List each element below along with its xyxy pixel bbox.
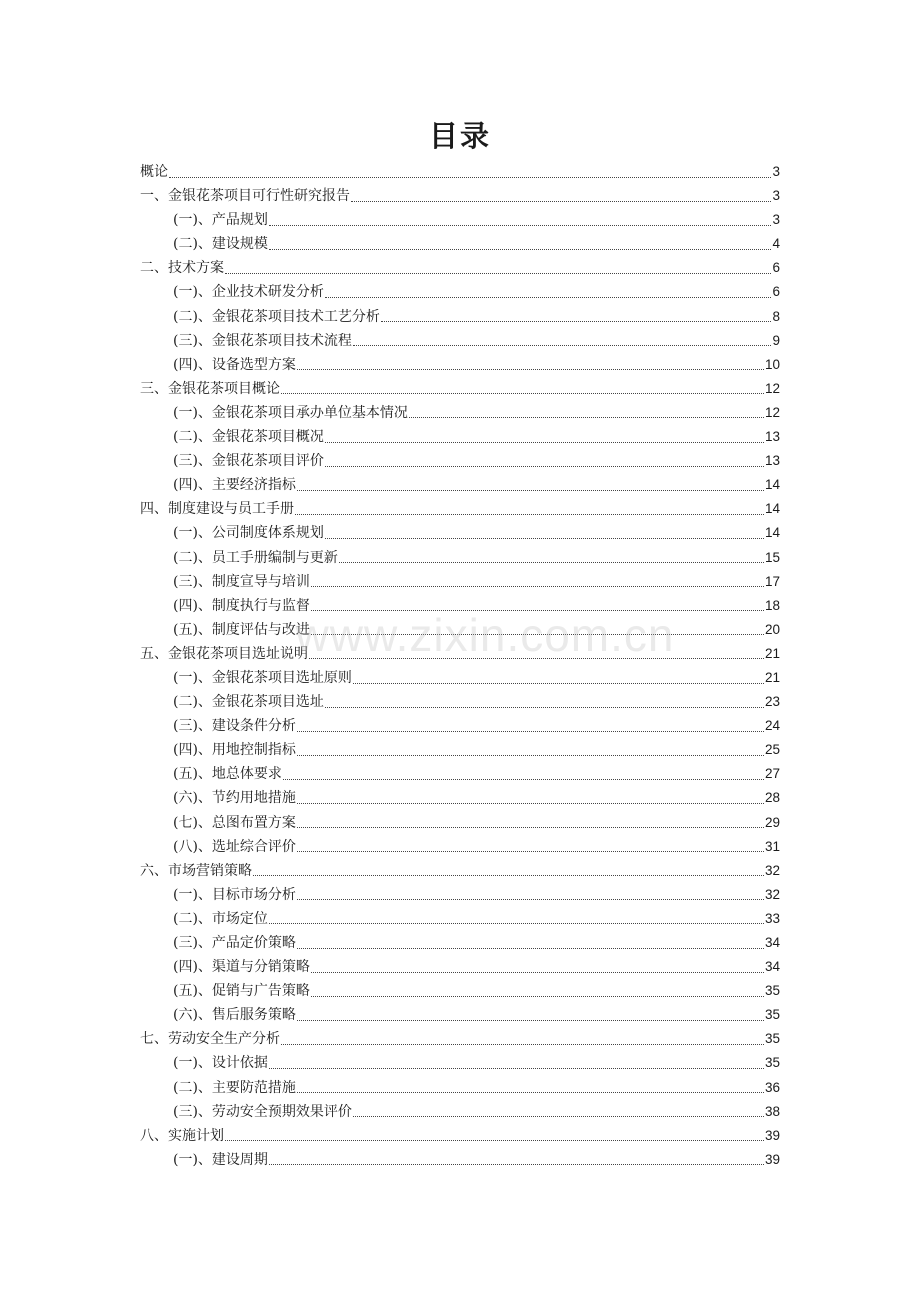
toc-section-entry[interactable] [140, 521, 780, 545]
toc-section-entry[interactable] [140, 232, 780, 256]
toc-section-entry[interactable] [140, 401, 780, 425]
toc-entry-label: 六、市场营销策略 [140, 862, 252, 879]
toc-chapter-entry[interactable] [140, 859, 780, 883]
toc-entry-page-number: 3 [772, 188, 780, 204]
dot-leader [297, 851, 764, 852]
toc-entry-page-number: 13 [764, 453, 780, 469]
toc-section-entry[interactable] [140, 208, 780, 232]
watermark: www.zixin.com.cn [295, 609, 675, 661]
toc-chapter-entry[interactable] [140, 184, 780, 208]
toc-entry-label: (一)、建设周期 [173, 1151, 268, 1168]
toc-entry-page-number: 18 [764, 597, 780, 613]
toc-entry-label: (一)、设计依据 [173, 1055, 268, 1072]
dot-leader [169, 177, 771, 178]
toc-entry-page-number: 35 [764, 1055, 780, 1071]
dot-leader [295, 514, 764, 515]
toc-entry-label: (二)、金银花茶项目概况 [173, 429, 324, 446]
dot-leader [353, 1116, 764, 1117]
toc-entry-page-number: 13 [764, 429, 780, 445]
dot-leader [297, 369, 764, 370]
toc-section-entry[interactable] [140, 907, 780, 931]
dot-leader [297, 803, 764, 804]
toc-entry-label: (一)、企业技术研发分析 [173, 284, 324, 301]
toc-entry-label: (一)、金银花茶项目选址原则 [173, 669, 352, 686]
toc-entry-page-number: 14 [764, 501, 780, 517]
toc-entry-label: (三)、制度宣导与培训 [173, 573, 310, 590]
toc-chapter-entry[interactable] [140, 256, 780, 280]
toc-section-entry[interactable] [140, 931, 780, 955]
toc-chapter-entry[interactable] [140, 160, 780, 184]
dot-leader [325, 297, 772, 298]
dot-leader [325, 538, 764, 539]
toc-entry-page-number: 3 [772, 164, 780, 179]
toc-entry-label: (五)、促销与广告策略 [173, 983, 310, 1000]
toc-entry-label: (二)、市场定位 [173, 910, 268, 927]
toc-entry-page-number: 6 [772, 284, 780, 300]
dot-leader [311, 996, 764, 997]
dot-leader [311, 586, 764, 587]
toc-entry-page-number: 32 [764, 862, 780, 878]
toc-entry-label: (三)、建设条件分析 [173, 718, 296, 735]
toc-entry-page-number: 8 [772, 308, 780, 324]
toc-section-entry[interactable] [140, 762, 780, 786]
toc-section-entry[interactable] [140, 353, 780, 377]
toc-entry-page-number: 39 [764, 1151, 780, 1167]
toc-entry-label: (六)、节约用地措施 [173, 790, 296, 807]
toc-entry-page-number: 35 [764, 1007, 780, 1023]
dot-leader [297, 731, 764, 732]
toc-entry-label: (八)、选址综合评价 [173, 838, 296, 855]
toc-entry-page-number: 34 [764, 935, 780, 950]
dot-leader [269, 225, 772, 226]
toc-entry-label: (五)、制度评估与改进 [173, 621, 310, 638]
toc-entry-page-number: 39 [764, 1127, 780, 1143]
toc-section-entry[interactable] [140, 473, 780, 497]
toc-section-entry[interactable] [140, 449, 780, 473]
dot-leader [253, 875, 764, 876]
dot-leader [297, 755, 764, 756]
toc-entry-label: (四)、设备选型方案 [173, 356, 296, 373]
toc-section-entry[interactable] [140, 714, 780, 738]
dot-leader [269, 249, 772, 250]
toc-entry-page-number: 36 [764, 1079, 780, 1095]
dot-leader [311, 634, 764, 635]
toc-entry-page-number: 14 [764, 525, 780, 541]
dot-leader [297, 948, 764, 949]
toc-entry-page-number: 10 [764, 356, 780, 372]
toc-entry-label: 八、实施计划 [140, 1127, 224, 1144]
toc-entry-label: 四、制度建设与员工手册 [140, 501, 294, 518]
toc-entry-page-number: 34 [764, 959, 780, 975]
table-of-contents [140, 160, 780, 1172]
dot-leader [325, 707, 764, 708]
toc-entry-page-number: 21 [764, 669, 780, 685]
toc-entry-label: 七、劳动安全生产分析 [140, 1031, 280, 1048]
dot-leader [269, 1068, 764, 1069]
toc-entry-label: (二)、员工手册编制与更新 [173, 549, 338, 566]
toc-entry-label: (一)、公司制度体系规划 [173, 525, 324, 542]
dot-leader [381, 321, 772, 322]
dot-leader [325, 442, 764, 443]
dot-leader [225, 273, 771, 274]
toc-section-entry[interactable] [140, 280, 780, 304]
toc-entry-label: 概论 [140, 164, 168, 180]
toc-entry-page-number: 4 [772, 236, 780, 252]
toc-entry-label: (二)、主要防范措施 [173, 1079, 296, 1096]
toc-entry-page-number: 33 [764, 910, 780, 926]
dot-leader [309, 658, 764, 659]
toc-entry-label: (六)、售后服务策略 [173, 1007, 296, 1024]
toc-section-entry[interactable] [140, 811, 780, 835]
toc-entry-page-number: 6 [772, 260, 780, 276]
toc-entry-label: 五、金银花茶项目选址说明 [140, 645, 308, 662]
toc-section-entry[interactable] [140, 1100, 780, 1124]
toc-chapter-entry[interactable] [140, 1027, 780, 1051]
dot-leader [339, 562, 764, 563]
toc-entry-label: (三)、产品定价策略 [173, 935, 296, 951]
toc-section-entry[interactable] [140, 955, 780, 979]
dot-leader [351, 201, 771, 202]
toc-entry-label: (一)、产品规划 [173, 212, 268, 229]
toc-section-entry[interactable] [140, 570, 780, 594]
toc-entry-page-number: 20 [764, 621, 780, 637]
toc-section-entry[interactable] [140, 738, 780, 762]
toc-entry-label: (二)、金银花茶项目技术工艺分析 [173, 308, 380, 325]
toc-entry-page-number: 12 [764, 404, 780, 420]
toc-entry-page-number: 15 [764, 549, 780, 565]
toc-entry-label: (三)、劳动安全预期效果评价 [173, 1103, 352, 1120]
toc-section-entry[interactable] [140, 594, 780, 618]
toc-entry-page-number: 14 [764, 477, 780, 493]
toc-entry-page-number: 3 [772, 212, 780, 228]
toc-section-entry[interactable] [140, 1076, 780, 1100]
toc-section-entry[interactable] [140, 979, 780, 1003]
dot-leader [283, 779, 764, 780]
toc-entry-label: (四)、用地控制指标 [173, 742, 296, 759]
toc-entry-label: (二)、金银花茶项目选址 [173, 694, 324, 711]
dot-leader [297, 490, 764, 491]
toc-entry-page-number: 27 [764, 766, 780, 782]
toc-section-entry[interactable] [140, 690, 780, 714]
dot-leader [353, 683, 764, 684]
dot-leader [269, 923, 764, 924]
toc-section-entry[interactable] [140, 546, 780, 570]
page-title: 目录 [428, 119, 491, 153]
toc-section-entry[interactable] [140, 835, 780, 859]
toc-entry-page-number: 32 [764, 886, 780, 902]
toc-chapter-entry[interactable] [140, 497, 780, 521]
toc-entry-label: (三)、金银花茶项目技术流程 [173, 332, 352, 349]
dot-leader [269, 1164, 764, 1165]
toc-chapter-entry[interactable] [140, 642, 780, 666]
toc-entry-page-number: 21 [764, 645, 780, 661]
toc-entry-label: (一)、金银花茶项目承办单位基本情况 [173, 404, 408, 421]
toc-section-entry[interactable] [140, 425, 780, 449]
dot-leader [281, 1044, 764, 1045]
toc-entry-label: (四)、主要经济指标 [173, 477, 296, 494]
toc-entry-page-number: 35 [764, 983, 780, 999]
toc-entry-page-number: 31 [764, 838, 780, 854]
toc-section-entry[interactable] [140, 1148, 780, 1172]
toc-chapter-entry[interactable] [140, 377, 780, 401]
dot-leader [311, 610, 764, 611]
toc-entry-label: (四)、渠道与分销策略 [173, 959, 310, 976]
toc-entry-page-number: 24 [764, 718, 780, 734]
toc-entry-page-number: 28 [764, 790, 780, 806]
toc-entry-page-number: 38 [764, 1103, 780, 1119]
toc-section-entry[interactable] [140, 666, 780, 690]
toc-entry-page-number: 29 [764, 814, 780, 830]
toc-entry-page-number: 12 [764, 380, 780, 396]
toc-section-entry[interactable] [140, 1003, 780, 1027]
toc-entry-page-number: 23 [764, 694, 780, 710]
dot-leader [225, 1140, 764, 1141]
toc-entry-label: (五)、地总体要求 [173, 766, 282, 783]
toc-entry-page-number: 35 [764, 1031, 780, 1047]
toc-section-entry[interactable] [140, 618, 780, 642]
toc-entry-page-number: 9 [772, 332, 780, 348]
toc-entry-label: (一)、目标市场分析 [173, 886, 296, 903]
toc-entry-label: (四)、制度执行与监督 [173, 597, 310, 614]
toc-entry-label: 三、金银花茶项目概论 [140, 380, 280, 397]
dot-leader [353, 345, 772, 346]
dot-leader [409, 417, 764, 418]
dot-leader [297, 827, 764, 828]
toc-section-entry[interactable] [140, 786, 780, 810]
toc-section-entry[interactable] [140, 1051, 780, 1075]
toc-entry-page-number: 25 [764, 742, 780, 758]
toc-section-entry[interactable] [140, 305, 780, 329]
toc-section-entry[interactable] [140, 883, 780, 907]
toc-entry-label: 二、技术方案 [140, 260, 224, 277]
toc-section-entry[interactable] [140, 329, 780, 353]
toc-entry-label: (七)、总图布置方案 [173, 814, 296, 831]
dot-leader [297, 1092, 764, 1093]
dot-leader [325, 466, 764, 467]
dot-leader [297, 1020, 764, 1021]
toc-entry-label: 一、金银花茶项目可行性研究报告 [140, 188, 350, 205]
dot-leader [281, 393, 764, 394]
toc-entry-label: (二)、建设规模 [173, 236, 268, 253]
toc-chapter-entry[interactable] [140, 1124, 780, 1148]
dot-leader [311, 972, 764, 973]
toc-entry-label: (三)、金银花茶项目评价 [173, 453, 324, 470]
dot-leader [297, 899, 764, 900]
toc-entry-page-number: 17 [764, 573, 780, 589]
